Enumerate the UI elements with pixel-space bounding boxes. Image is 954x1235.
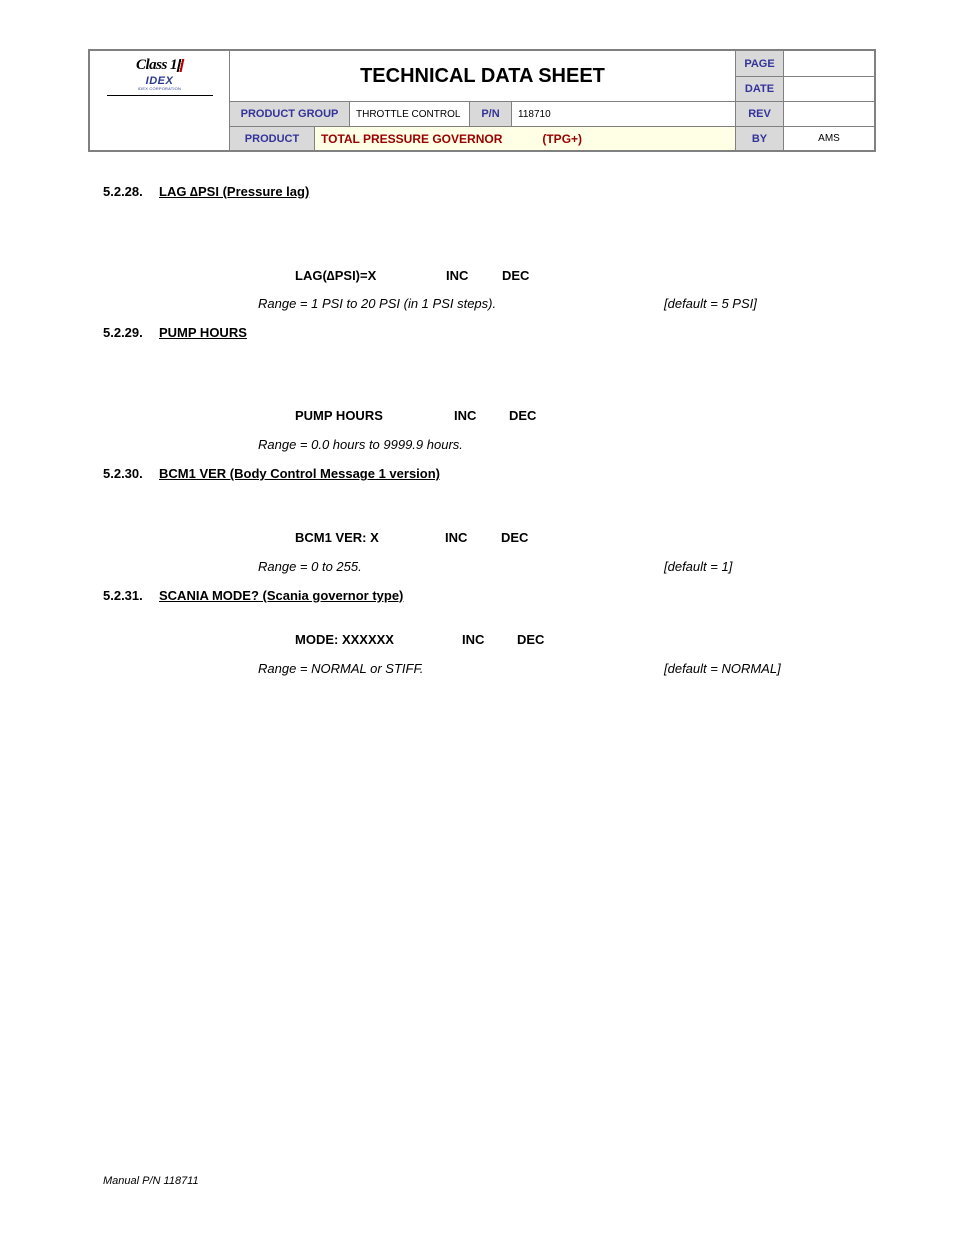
section-title: SCANIA MODE? (Scania governor type)	[159, 588, 404, 603]
dec-label-lag: DEC	[502, 268, 530, 283]
display-text-pump-hours: PUMP HOURS	[295, 408, 383, 423]
inc-label-lag: INC	[446, 268, 469, 283]
range-text-lag: Range = 1 PSI to 20 PSI (in 1 PSI steps).	[258, 296, 497, 311]
by-value: AMS	[818, 133, 840, 144]
section-heading-pump-hours: 5.2.29. PUMP HOURS	[103, 325, 247, 340]
date-label: DATE	[736, 77, 784, 102]
range-text-bcm1-ver: Range = 0 to 255.	[258, 559, 362, 574]
pn-label: P/N	[470, 102, 512, 127]
product-group-label: PRODUCT GROUP	[230, 102, 350, 127]
product-value	[315, 127, 736, 150]
default-text-bcm1-ver: [default = 1]	[664, 559, 733, 574]
page-value	[784, 51, 874, 77]
display-text-bcm1-ver: BCM1 VER: X	[295, 530, 379, 545]
class1-logo: Class 1	[136, 57, 183, 74]
default-text-lag: [default = 5 PSI]	[664, 296, 757, 311]
logo-bars-icon	[177, 59, 185, 72]
document-title: TECHNICAL DATA SHEET	[230, 51, 736, 102]
idex-corporation-text: IDEX CORPORATION	[137, 86, 182, 91]
rev-value	[784, 102, 874, 127]
inc-label-bcm1-ver: INC	[445, 530, 468, 545]
product-name: TOTAL PRESSURE GOVERNOR	[321, 131, 503, 146]
default-text-scania-mode: [default = NORMAL]	[664, 661, 781, 676]
section-title: LAG ∆PSI (Pressure lag)	[159, 184, 310, 199]
product-group-value: THROTTLE CONTROL	[350, 102, 470, 127]
rev-label: REV	[736, 102, 784, 127]
logo-divider	[107, 95, 213, 96]
section-title: BCM1 VER (Body Control Message 1 version)	[159, 466, 440, 481]
display-text-scania-mode: MODE: XXXXXX	[295, 632, 394, 647]
header-table	[88, 49, 876, 152]
section-heading-bcm1-ver: 5.2.30. BCM1 VER (Body Control Message 1 version)	[103, 466, 440, 481]
by-label: BY	[736, 127, 784, 150]
section-heading-scania-mode: 5.2.31. SCANIA MODE? (Scania governor type)	[103, 588, 404, 603]
dec-label-bcm1-ver: DEC	[501, 530, 529, 545]
pn-value: 118710	[512, 102, 736, 127]
inc-label-pump-hours: INC	[454, 408, 477, 423]
dec-label-pump-hours: DEC	[509, 408, 537, 423]
product-suffix: (TPG+)	[542, 131, 583, 146]
logo-block	[90, 51, 230, 150]
range-text-scania-mode: Range = NORMAL or STIFF.	[258, 661, 424, 676]
date-value	[784, 77, 874, 102]
inc-label-scania-mode: INC	[462, 632, 485, 647]
page-label: PAGE	[736, 51, 784, 77]
idex-logo: IDEX	[145, 75, 174, 87]
footer-manual-pn: Manual P/N 118711	[103, 1175, 199, 1187]
range-text-pump-hours: Range = 0.0 hours to 9999.9 hours.	[258, 437, 463, 452]
display-text-lag: LAG(∆PSI)=X	[295, 268, 377, 283]
dec-label-scania-mode: DEC	[517, 632, 545, 647]
section-heading-lag: 5.2.28. LAG ∆PSI (Pressure lag)	[103, 184, 310, 199]
section-title: PUMP HOURS	[159, 325, 247, 340]
product-label: PRODUCT	[230, 127, 315, 150]
